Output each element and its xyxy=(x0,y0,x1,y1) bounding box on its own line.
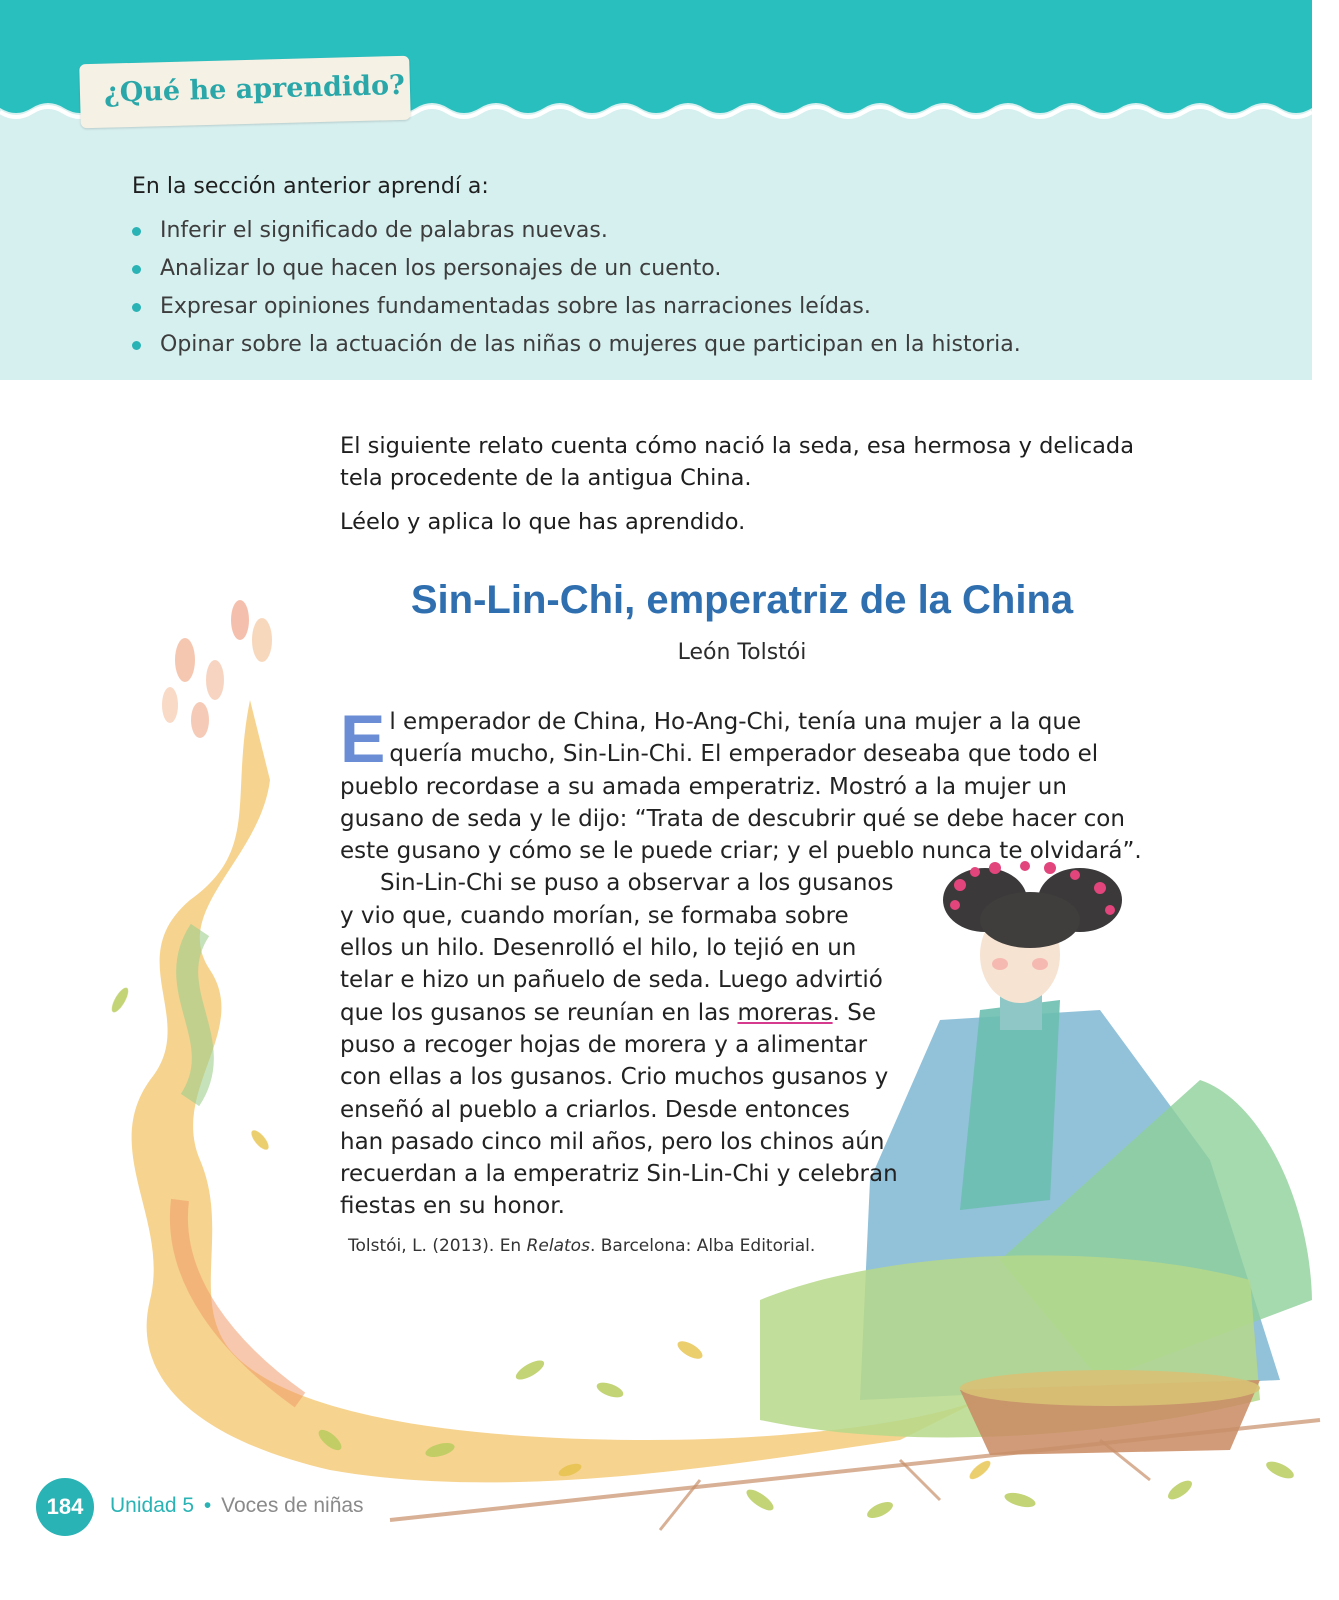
intro-line: Léelo y aplica lo que has aprendido. xyxy=(340,509,746,535)
intro xyxy=(340,430,1160,550)
vocabulary-word[interactable]: moreras xyxy=(737,999,833,1026)
story-paragraph-text: l emperador de China, Ho-Ang-Chi, tenía una mujer a la que quería mucho, Sin-Lin-Chi. El emperador deseaba que todo el pueblo recordase a su amada emperatriz. Mostró a la mujer un gusano de seda y le dijo: “Trata de descubrir qué se debe hacer con este gusano y cómo se le puede criar; y el pueblo nunca te olvidará”. xyxy=(340,709,1142,865)
story-paragraph-text: . Se puso a recoger hojas de morera y a alimentar con ellas a los gusanos. Crio muchos gusanos y enseñó al pueblo a criarlos. Desde entonces han pasado cinco mil años, pero los chinos aún recuerdan a la emperatriz Sin-Lin-Chi y celebran fiestas en su honor. xyxy=(340,999,898,1220)
drop-cap: E xyxy=(340,701,386,777)
list-item-text: Opinar sobre la actuación de las niñas o mujeres que participan en la historia. xyxy=(160,332,1021,357)
section-title: ¿Qué he aprendido? xyxy=(103,69,406,109)
intro-line: El siguiente relato cuenta cómo nació la seda, esa hermosa y delicada tela procedente de la antigua China. xyxy=(340,433,1135,491)
story-paragraph xyxy=(340,701,1150,867)
citation-text: . Barcelona: Alba Editorial. xyxy=(589,1236,816,1256)
list-item-text: Expresar opiniones fundamentadas sobre las narraciones leídas. xyxy=(160,294,871,319)
citation-text: Tolstói, L. (2013). En xyxy=(348,1236,527,1256)
dancers xyxy=(162,600,272,738)
unit-name: Voces de niñas xyxy=(221,1494,364,1517)
page-number: 184 xyxy=(36,1478,94,1536)
footer xyxy=(110,1494,364,1518)
learned-heading: En la sección anterior aprendí a: xyxy=(132,174,489,199)
story-title: Sin-Lin-Chi, emperatriz de la China xyxy=(410,578,1074,622)
story-paragraph-text: Sin-Lin-Chi se puso a observar a los gusanos y vio que, cuando morían, se formaba sobre ellos un hilo. Desenrolló el hilo, lo tejió en un telar e hizo un pañuelo de seda. Luego advirtió que los gusanos se reunían en las xyxy=(340,870,894,1026)
list-item-text: Inferir el significado de palabras nuevas. xyxy=(160,218,608,243)
list-item-text: Analizar lo que hacen los personajes de un cuento. xyxy=(160,256,722,281)
citation-title: Relatos xyxy=(526,1236,590,1256)
unit-label: Unidad 5 xyxy=(110,1494,195,1517)
story-paragraph xyxy=(340,867,900,1222)
footer-separator: • xyxy=(203,1494,212,1517)
citation xyxy=(348,1236,815,1256)
story-body xyxy=(340,701,1150,1223)
story-author: León Tolstói xyxy=(677,640,807,665)
